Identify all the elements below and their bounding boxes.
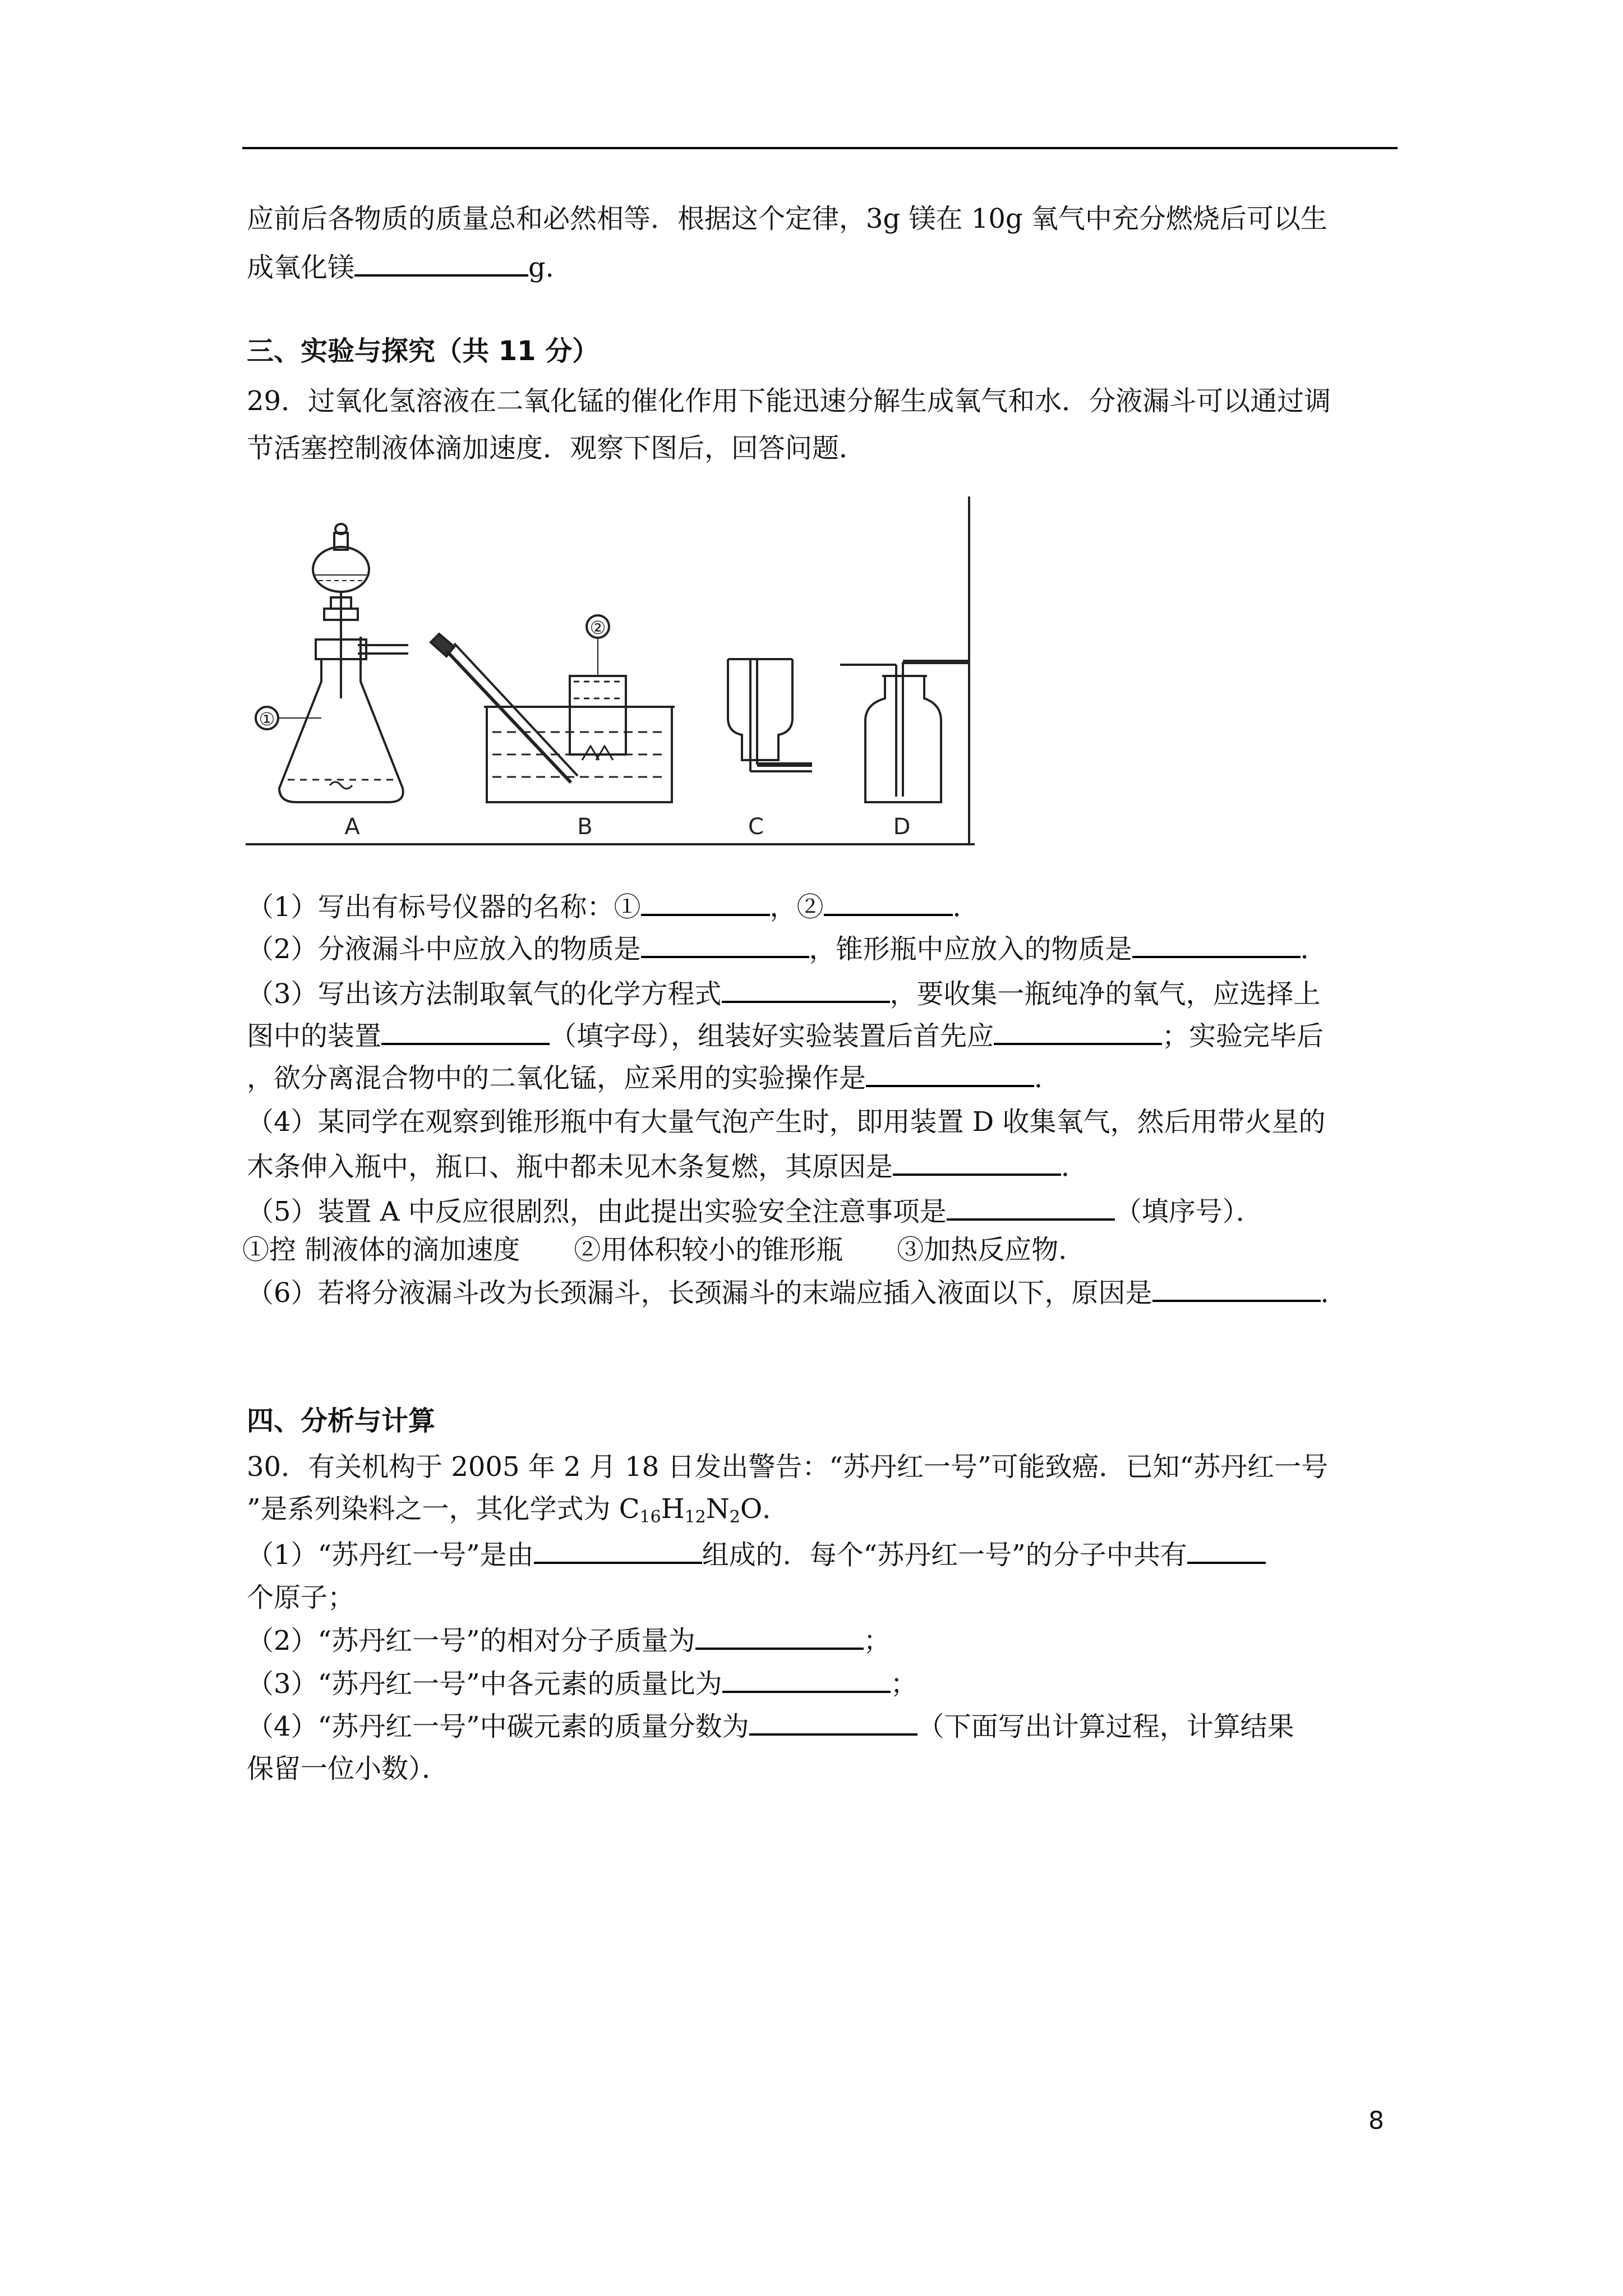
answer-blank[interactable]: [354, 250, 528, 277]
q29-part-1: （1）写出有标号仪器的名称：① ，② ．: [247, 889, 980, 924]
answer-blank[interactable]: [381, 1018, 550, 1045]
answer-blank[interactable]: [534, 1537, 702, 1564]
separatory-funnel-bulb: [313, 547, 369, 592]
label-a: A: [344, 814, 360, 840]
answer-blank[interactable]: [1132, 931, 1301, 958]
answer-blank[interactable]: [641, 889, 770, 916]
apparatus-c: [728, 659, 812, 771]
answer-blank[interactable]: [824, 889, 953, 916]
answer-blank[interactable]: [641, 931, 809, 958]
apparatus-figure: [246, 496, 975, 850]
continuation-line-2: 成氧化镁 g．: [247, 250, 573, 284]
q29-part-3-line-3: ，欲分离混合物中的二氧化锰，应采用的实验操作是 ．: [247, 1060, 1061, 1095]
q29-part-5-options: ①控 制液体的滴加速度 ②用体积较小的锥形瓶 ③加热反应物．: [242, 1234, 1086, 1266]
apparatus-b: [431, 615, 675, 802]
q29-line-1: 29．过氧化氢溶液在二氧化锰的催化作用下能迅速分解生成氧气和水．分液漏斗可以通过调: [247, 385, 1331, 417]
q29-part-3-line-2: 图中的装置 （填字母），组装好实验装置后首先应 ；实验完毕后: [247, 1018, 1324, 1053]
q29-part-4-line-2: 木条伸入瓶中，瓶口、瓶中都未见木条复燃，其原因是 ．: [247, 1149, 1088, 1184]
q30-part-2: （2）“苏丹红一号”的相对分子质量为 ；: [247, 1623, 891, 1658]
header-rule: [242, 147, 1398, 149]
q30-part-3: （3）“苏丹红一号”中各元素的质量比为 ；: [247, 1666, 917, 1701]
marker-2: ②: [589, 617, 606, 638]
answer-blank[interactable]: [1152, 1275, 1321, 1302]
apparatus-a: [279, 524, 408, 802]
q29-part-3-line-1: （3）写出该方法制取氧气的化学方程式 ，要收集一瓶纯净的氧气，应选择上: [247, 976, 1321, 1011]
gas-collecting-cylinder: [570, 676, 626, 754]
answer-blank[interactable]: [722, 1666, 891, 1693]
q30-line-1: 30．有关机构于 2005 年 2 月 18 日发出警告：“苏丹红一号”可能致癌．已知“苏丹红一号: [247, 1451, 1329, 1483]
page-number: 8: [1368, 2106, 1384, 2135]
answer-blank[interactable]: [893, 1149, 1061, 1176]
section-3-title: 三、实验与探究（共 11 分）: [247, 335, 600, 367]
q30-part-4: （4）“苏丹红一号”中碳元素的质量分数为 （下面写出计算过程，计算结果: [247, 1709, 1294, 1743]
q30-line-2: ”是系列染料之一，其化学式为 $C_{16}H_{12}N_2O$．: [247, 1493, 790, 1527]
marker-1: ①: [259, 708, 275, 730]
q30-part-1-line-2: 个原子；: [247, 1582, 355, 1613]
q29-line-2: 节活塞控制液体滴加速度．观察下图后，回答问题．: [247, 432, 866, 464]
answer-blank[interactable]: [947, 1194, 1115, 1221]
q30-part-1: （1）“苏丹红一号”是由 组成的．每个“苏丹红一号”的分子中共有: [247, 1537, 1266, 1572]
apparatus-d: [840, 662, 969, 802]
answer-blank[interactable]: [749, 1709, 917, 1736]
answer-blank[interactable]: [866, 1060, 1034, 1087]
q29-part-6: （6）若将分液漏斗改为长颈漏斗，长颈漏斗的末端应插入液面以下，原因是 ．: [247, 1275, 1348, 1310]
answer-blank[interactable]: [994, 1018, 1162, 1045]
label-d: D: [893, 814, 911, 840]
q29-part-4-line-1: （4）某同学在观察到锥形瓶中有大量气泡产生时，即用装置 D 收集氧气，然后用带火星的: [247, 1106, 1326, 1138]
bottle-c: [728, 659, 792, 760]
section-4-title: 四、分析与计算: [247, 1405, 436, 1437]
answer-blank[interactable]: [695, 1623, 864, 1650]
shelf: [582, 746, 613, 760]
answer-blank[interactable]: [722, 976, 890, 1003]
continuation-line-1: 应前后各物质的质量总和必然相等．根据这个定律，3g 镁在 10g 氧气中充分燃烧后可以生: [247, 203, 1327, 234]
label-c: C: [748, 814, 764, 840]
q30-part-4-line-2: 保留一位小数）．: [247, 1753, 449, 1784]
delivery-tube: [446, 651, 571, 783]
label-b: B: [577, 814, 593, 840]
q29-part-2: （2）分液漏斗中应放入的物质是 ，锥形瓶中应放入的物质是 ．: [247, 931, 1327, 966]
q29-part-5: （5）装置 A 中反应很剧烈，由此提出实验安全注意事项是 （填序号）．: [247, 1194, 1263, 1228]
answer-blank[interactable]: [1187, 1537, 1266, 1564]
